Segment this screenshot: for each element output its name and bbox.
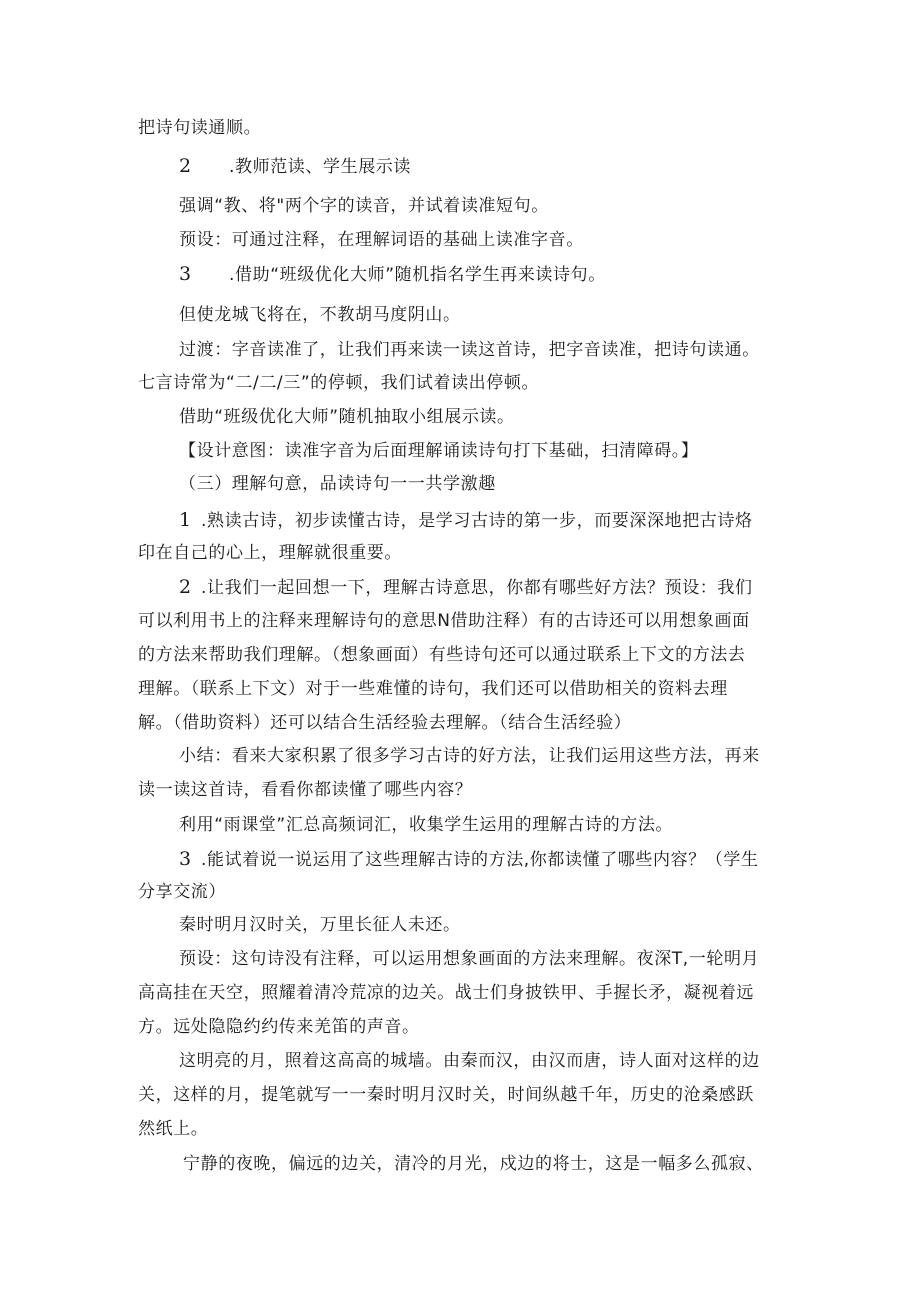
line-text: 解。（借助资料）还可以结合生活经验去理解。（结合生活经验） [138, 713, 632, 733]
text-line [183, 1153, 764, 1175]
text-line [138, 881, 226, 903]
line-text: 关，这样的月，提笔就写一一秦时明月汉时关，时间纵越千年，历史的沧桑感跃 [138, 1085, 754, 1105]
text-line [179, 339, 760, 361]
line-text: （三）理解句意，品读诗句一一共学激趣 [179, 474, 496, 494]
line-text: 把诗句读通顺。 [138, 118, 262, 138]
poem-line [179, 304, 461, 326]
line-text: .借助“班级优化大师”随机指名学生再来读诗句。 [229, 265, 606, 285]
list-number: 3 [179, 263, 192, 285]
text-line [179, 1050, 760, 1072]
line-text: 小结：看来大家积累了很多学习古诗的好方法，让我们运用这些方法，再来 [179, 746, 760, 766]
line-text: 可以利用书上的注释来理解诗句的意思N借助注释）有的古诗还可以用想象画面 [138, 611, 750, 631]
line-text: 然纸上。 [138, 1119, 209, 1139]
numbered-line [179, 509, 753, 532]
text-line [179, 948, 759, 970]
numbered-line [179, 576, 753, 599]
text-line [138, 1118, 208, 1140]
line-text: 读一读这首诗，看看你都读懂了哪些内容？ [138, 780, 473, 800]
line-text: 强调“教、将"两个字的读音，并试着读准短句。 [179, 196, 549, 216]
text-line [138, 610, 750, 632]
line-text: .熟读古诗，初步读懂古诗，是学习古诗的第一步，而要深深地把古诗烙 [201, 511, 753, 531]
line-text: .能试着说一说运用了这些理解古诗的方法,你都读懂了哪些内容？（学生 [201, 850, 759, 870]
line-text: 印在自己的心上，理解就很重要。 [138, 543, 402, 563]
line-text: 但使龙城飞将在，不教胡马度阴山。 [179, 305, 461, 325]
text-line [138, 1016, 420, 1038]
design-intent-note [179, 440, 699, 462]
line-text: 预设：这句诗没有注释，可以运用想象画面的方法来理解。夜深T,一轮明月 [179, 949, 760, 969]
text-line [179, 195, 549, 217]
line-text: 借助“班级优化大师”随机抽取小组展示读。 [179, 407, 515, 427]
poem-line [179, 914, 461, 936]
list-number: 1 [179, 509, 192, 531]
text-line [138, 372, 539, 394]
text-line [138, 117, 261, 139]
line-text: .让我们一起回想一下，理解古诗意思，你都有哪些好方法？预设：我们 [201, 578, 753, 598]
line-text: 七言诗常为“二/二/三”的停顿，我们试着读出停顿。 [138, 373, 540, 393]
numbered-line [179, 263, 606, 286]
line-text: 过渡：字音读准了，让我们再来读一读这首诗，把字音读准，把诗句读通。 [179, 340, 760, 360]
list-number: 2 [179, 576, 192, 598]
list-number: 2 [179, 155, 192, 177]
section-heading [179, 473, 496, 495]
text-line [138, 542, 402, 564]
numbered-line [179, 155, 411, 178]
numbered-line [179, 848, 759, 871]
line-text: 这明亮的月，照着这高高的城墙。由秦而汉，由汉而唐，诗人面对这样的边 [179, 1051, 760, 1071]
text-line [138, 1084, 754, 1106]
line-text: .教师范读、学生展示读 [229, 157, 412, 177]
line-text: 利用“雨课堂”汇总高频词汇，收集学生运用的理解古诗的方法。 [179, 815, 674, 835]
line-text: 秦时明月汉时关，万里长征人未还。 [179, 915, 461, 935]
text-line [138, 982, 754, 1004]
text-line [138, 644, 746, 666]
text-line [138, 678, 728, 700]
line-text: 宁静的夜晚，偏远的边关，清冷的月光，戍边的将士，这是一幅多么孤寂、 [183, 1154, 764, 1174]
summary-line [179, 745, 760, 767]
line-text: 分享交流） [138, 882, 226, 902]
list-number: 3 [179, 848, 192, 870]
text-line [179, 814, 673, 836]
line-text: 理解。（联系上下文）对于一些难懂的诗句，我们还可以借助相关的资料去理 [138, 679, 728, 699]
text-line [138, 712, 631, 734]
line-text: 高高挂在天空，照耀着清冷荒凉的边关。战士们身披铁甲、手握长矛，凝视着远 [138, 983, 754, 1003]
line-text: 的方法来帮助我们理解。（想象画面）有些诗句还可以通过联系上下文的方法去 [138, 645, 746, 665]
text-line [179, 229, 584, 251]
line-text: 方。远处隐隐约约传来羌笛的声音。 [138, 1017, 420, 1037]
line-text: 预设：可通过注释，在理解词语的基础上读准字音。 [179, 230, 584, 250]
text-line [138, 779, 472, 801]
line-text: 【设计意图：读准字音为后面理解诵读诗句打下基础，扫清障碍。】 [179, 441, 699, 461]
text-line [179, 406, 515, 428]
